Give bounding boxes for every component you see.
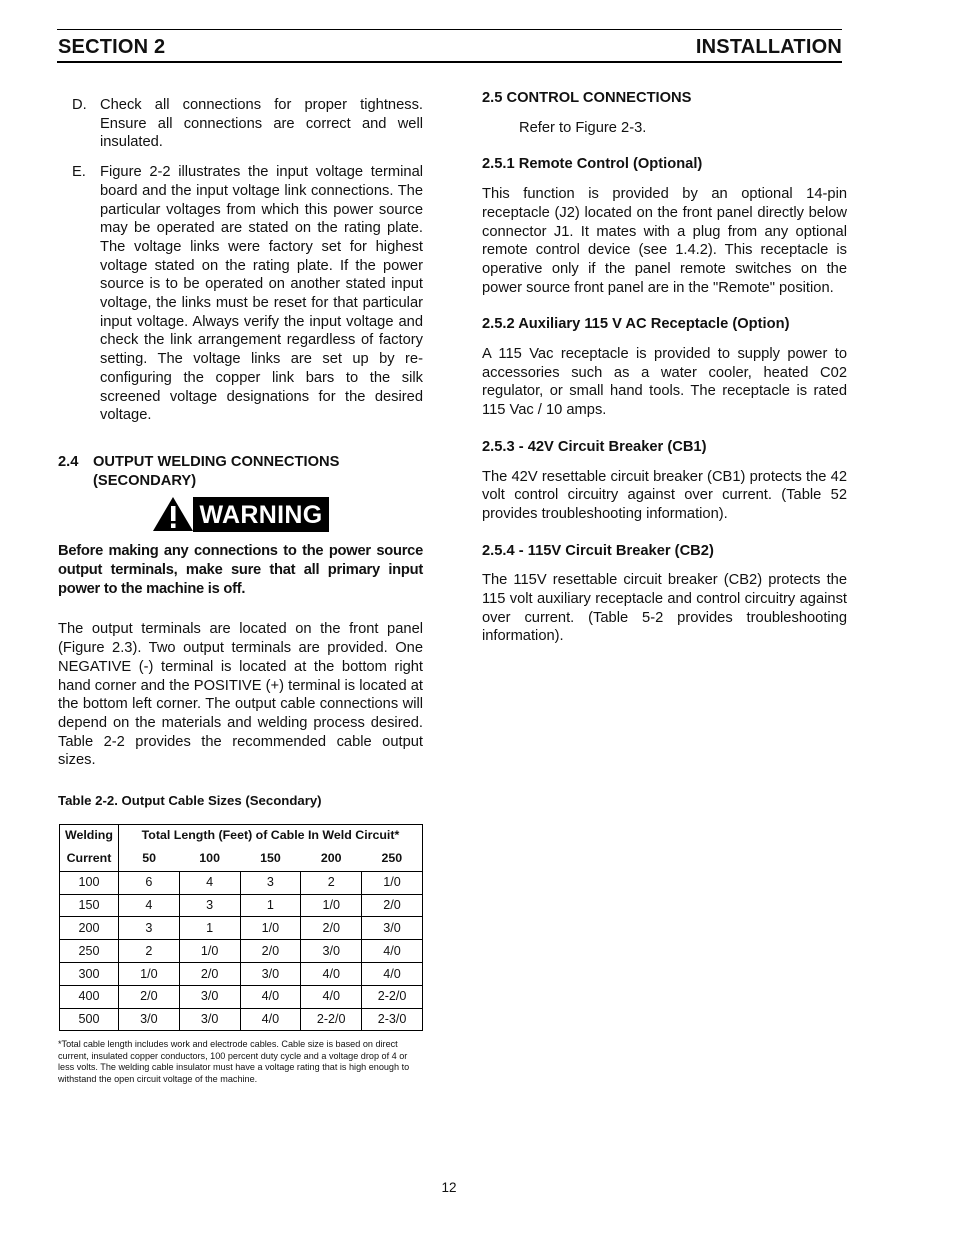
header-length: 150 (240, 847, 301, 872)
table-cell: 100 (60, 871, 119, 894)
table-cell: 2/0 (301, 917, 362, 940)
table-cell: 150 (60, 894, 119, 917)
table-cell: 3 (240, 871, 301, 894)
section-2-5-2-heading: 2.5.2 Auxiliary 115 V AC Receptacle (Option) (482, 316, 790, 333)
table-cell: 2 (301, 871, 362, 894)
warning-text: Before making any connections to the power source output terminals, make sure that all primary input power to the machine is off. (58, 543, 423, 597)
table-cell: 200 (60, 917, 119, 940)
section-title-line-2: (SECONDARY) (93, 472, 197, 489)
table-cell: 2 (118, 940, 179, 963)
table-row (60, 985, 423, 1008)
table-cell: 4/0 (240, 1008, 301, 1031)
table-cell: 4 (179, 871, 240, 894)
table-cell: 1/0 (118, 962, 179, 985)
table-cell: 300 (60, 962, 119, 985)
list-item-e (58, 163, 423, 425)
table-row (60, 940, 423, 963)
table-cell: 2/0 (362, 894, 423, 917)
header-current: Current (60, 847, 119, 872)
table-cell: 4/0 (301, 962, 362, 985)
list-marker: D. (72, 97, 87, 113)
section-title-line-1: OUTPUT WELDING CONNECTIONS (93, 453, 340, 470)
table-cell: 2-2/0 (301, 1008, 362, 1031)
table-cell: 1/0 (179, 940, 240, 963)
page-number: 12 (441, 1180, 457, 1195)
section-2-4-heading (58, 453, 423, 490)
table-caption: Table 2-2. Output Cable Sizes (Secondary) (58, 793, 322, 809)
list-marker: E. (72, 164, 86, 181)
table-cell: 1/0 (362, 871, 423, 894)
table-cell: 4/0 (301, 985, 362, 1008)
table-cell: 3/0 (301, 940, 362, 963)
header-rule (57, 61, 842, 63)
table-header-row (60, 824, 423, 847)
table-cell: 2/0 (179, 962, 240, 985)
table-row (60, 1008, 423, 1031)
top-rule (57, 29, 842, 30)
section-2-5-1-text: This function is provided by an optional 14-pin receptacle (J2) located on the front panel directly below connector J1. It mates with a plug from any optional remote control device (see 1.4.2). This receptacle is operative only if the panel remote switches on the power source front panel are in the "Remote" position. (482, 186, 847, 296)
section-2-5-4-text: The 115V resettable circuit breaker (CB2) protects the 115 volt auxiliary receptacle and control circuitry against over current. (Table 5-2 provides troubleshooting information). (482, 572, 847, 645)
table-cell: 1/0 (240, 917, 301, 940)
section-number: 2.4 (58, 453, 79, 470)
table-cell: 3 (118, 917, 179, 940)
right-column (482, 89, 847, 646)
warning-label: WARNING (193, 497, 330, 532)
cable-size-table (59, 824, 423, 1032)
table-header-row (60, 847, 423, 872)
section-2-5-3-heading: 2.5.3 - 42V Circuit Breaker (CB1) (482, 438, 707, 455)
table-cell: 3/0 (179, 1008, 240, 1031)
table-cell: 400 (60, 985, 119, 1008)
list-text: Check all connections for proper tightness. Ensure all connections are correct and well insulated. (100, 97, 423, 151)
table-cell: 250 (60, 940, 119, 963)
output-terminals-paragraph: The output terminals are located on the front panel (Figure 2.3). Two output terminals are provided. One NEGATIVE (-) terminal is located at the bottom right hand corner and the POSITIVE (+) terminal is located at the bottom left corner. The output cable connections will depend on the materials and welding process desired. Table 2-2 provides the recommended cable output sizes. (58, 621, 423, 769)
section-label: SECTION 2 (58, 36, 166, 58)
header-length: 200 (301, 847, 362, 872)
section-2-5-heading: 2.5 CONTROL CONNECTIONS (482, 90, 692, 106)
table-cell: 2/0 (118, 985, 179, 1008)
table-cell: 6 (118, 871, 179, 894)
list-text: Figure 2-2 illustrates the input voltage terminal board and the input voltage link connections. The particular voltages from which this power source may be operated are stated on the rating plate. The voltage links were factory set for highest voltage stated on the rating plate. If the power source is to be operated on another stated input voltage, the links must be reset for that particular input voltage. Always verify the input voltage and check the link arrangement regardless of factory setting. The voltage links are set up by re-configuring the copper link bars to the silk screened voltage designations for the desired voltage. (100, 164, 423, 424)
section-2-5-2-text: A 115 Vac receptacle is provided to supply power to accessories such as a water cooler, heated C02 regulator, or small hand tools. The receptacle is rated 115 Vac / 10 amps. (482, 346, 847, 419)
warning-triangle-icon (152, 496, 194, 532)
table-cell: 4 (118, 894, 179, 917)
refer-text: Refer to Figure 2-3. (519, 119, 647, 136)
table-cell: 3 (179, 894, 240, 917)
header-welding: Welding (60, 824, 119, 847)
header-length: 50 (118, 847, 179, 872)
table-row (60, 962, 423, 985)
left-column (58, 96, 423, 1085)
table-cell: 4/0 (362, 962, 423, 985)
section-2-5-1-heading: 2.5.1 Remote Control (Optional) (482, 156, 703, 173)
section-2-5-3-text: The 42V resettable circuit breaker (CB1) protects the 42 volt control circuitry against over current. (Table 52 provides troubleshooting information). (482, 468, 847, 522)
warning-banner (58, 495, 423, 533)
header-length: 100 (179, 847, 240, 872)
table-row (60, 894, 423, 917)
table-cell: 3/0 (362, 917, 423, 940)
header-total-length: Total Length (Feet) of Cable In Weld Circuit* (118, 824, 422, 847)
table-cell: 4/0 (240, 985, 301, 1008)
table-footnote: *Total cable length includes work and electrode cables. Cable size is based on direct current, insulated copper conductors, 100 percent duty cycle and a voltage drop of 4 or less volts. The welding cable insulator must have a voltage rating that is high enough to withstand the open circuit voltage of the machine. (58, 1039, 410, 1084)
table-cell: 1/0 (301, 894, 362, 917)
section-title: INSTALLATION (695, 36, 842, 58)
table-cell: 1 (179, 917, 240, 940)
table-cell: 4/0 (362, 940, 423, 963)
table-row (60, 917, 423, 940)
table-cell: 1 (240, 894, 301, 917)
table-row (60, 871, 423, 894)
table-cell: 3/0 (118, 1008, 179, 1031)
list-item-d (58, 96, 423, 152)
table-cell: 2-3/0 (362, 1008, 423, 1031)
table-cell: 3/0 (179, 985, 240, 1008)
header-length: 250 (362, 847, 423, 872)
table-cell: 2-2/0 (362, 985, 423, 1008)
table-cell: 2/0 (240, 940, 301, 963)
table-cell: 3/0 (240, 962, 301, 985)
section-2-5-4-heading: 2.5.4 - 115V Circuit Breaker (CB2) (482, 542, 714, 559)
table-cell: 500 (60, 1008, 119, 1031)
